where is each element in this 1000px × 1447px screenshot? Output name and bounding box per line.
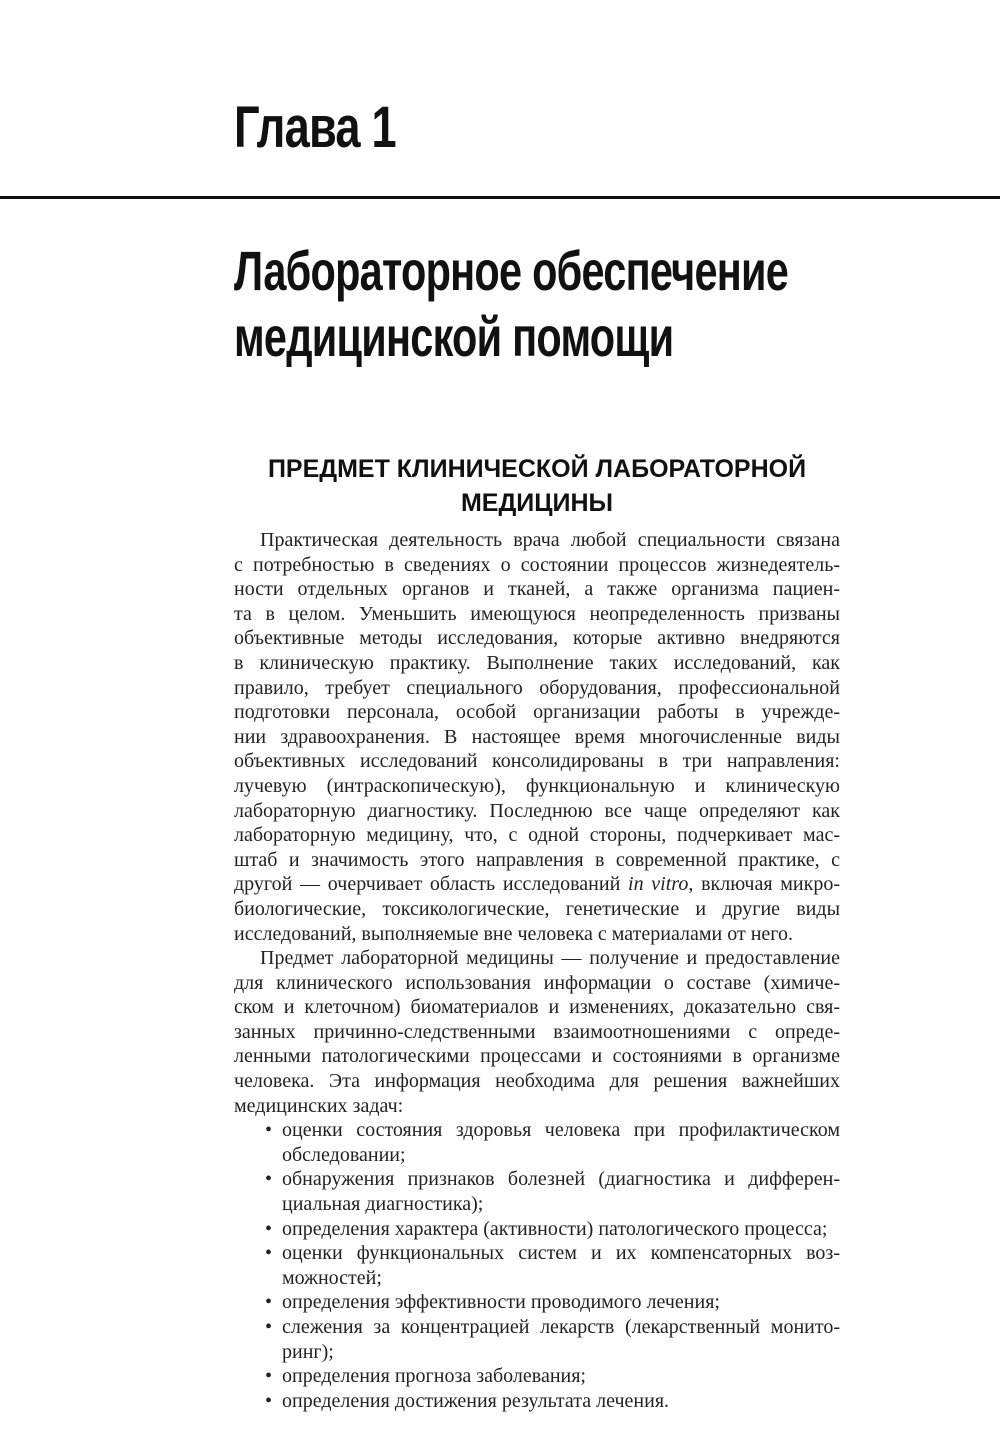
text-line: лабораторную диагностику. Последнюю все чаще определяют как bbox=[234, 799, 840, 822]
text-line bbox=[234, 872, 840, 897]
italic-term: in vitro bbox=[628, 873, 689, 896]
chapter-title-line: медицинской помощи bbox=[234, 305, 674, 368]
text-line: для клинического использования информации о составе (химиче- bbox=[234, 971, 840, 994]
text-line: штаб и значимость этого направления в современной практике, с bbox=[234, 848, 840, 871]
section-title-line: ПРЕДМЕТ КЛИНИЧЕСКОЙ ЛАБОРАТОРНОЙ bbox=[267, 455, 807, 483]
chapter-title bbox=[234, 238, 788, 370]
list-item-text: оценки функциональных систем и их компенсаторных воз- bbox=[282, 1242, 840, 1265]
list-item-text: циальная диагностика); bbox=[282, 1193, 484, 1216]
list-item bbox=[234, 1340, 840, 1365]
list-item bbox=[234, 1143, 840, 1168]
list-item-text: оценки состояния здоровья человека при профилактическом bbox=[282, 1119, 840, 1142]
text-line: с потребностью в сведениях о состоянии процессов жизнедеятель- bbox=[234, 553, 840, 576]
list-item bbox=[234, 1290, 840, 1315]
list-item bbox=[234, 1118, 840, 1143]
text-line: медицинских задач: bbox=[234, 1094, 404, 1117]
list-item bbox=[234, 1364, 840, 1389]
body-text bbox=[234, 528, 840, 1413]
bullet-icon: • bbox=[264, 1217, 272, 1240]
chapter-label: Глава 1 bbox=[234, 95, 396, 160]
text-line: лабораторную медицину, что, с одной стороны, подчеркивает мас- bbox=[234, 824, 840, 847]
list-item bbox=[234, 1389, 840, 1414]
text-fragment: , включая микро- bbox=[688, 873, 840, 896]
list-item-text: слежения за концентрацией лекарств (лекарственный монито- bbox=[282, 1316, 840, 1338]
section-title bbox=[234, 452, 840, 520]
text-line: Предмет лабораторной медицины — получение и предоставление bbox=[260, 947, 840, 970]
text-line: лучевую (интраскопическую), функциональную и клиническую bbox=[234, 774, 840, 797]
list-item-text: ринг); bbox=[282, 1340, 334, 1363]
text-line: ности отдельных органов и тканей, а также организма пациен- bbox=[234, 578, 840, 601]
list-item-text: обнаружения признаков болезней (диагностика и дифферен- bbox=[282, 1168, 840, 1191]
text-line: подготовки персонала, особой организации работы в учрежде- bbox=[234, 701, 840, 724]
list-item-text: определения эффективности проводимого лечения; bbox=[282, 1291, 720, 1314]
text-line: исследований, выполняемые вне человека с материалами от него. bbox=[234, 922, 793, 945]
text-line: та в целом. Уменьшить имеющуюся неопределенность призваны bbox=[234, 602, 840, 625]
text-line: объективные методы исследования, которые активно внедряются bbox=[234, 627, 840, 650]
bullet-icon: • bbox=[264, 1365, 272, 1388]
list-item-text: определения прогноза заболевания; bbox=[282, 1365, 586, 1388]
bullet-icon: • bbox=[264, 1389, 272, 1412]
text-fragment: другой — очерчивает область исследований bbox=[234, 873, 629, 896]
list-item bbox=[234, 1167, 840, 1192]
text-line: нии здравоохранения. В настоящее время многочисленные виды bbox=[234, 725, 840, 748]
bullet-icon: • bbox=[264, 1291, 272, 1314]
chapter-title-line: Лабораторное обеспечение bbox=[234, 239, 789, 302]
section-title-line: МЕДИЦИНЫ bbox=[460, 489, 614, 517]
text-line: правило, требует специального оборудования, профессиональной bbox=[234, 676, 840, 699]
text-line: ленными патологическими процессами и состояниями в организме bbox=[234, 1045, 840, 1068]
text-line: биологические, токсикологические, генетические и другие виды bbox=[234, 897, 840, 920]
paragraph-2 bbox=[234, 946, 840, 1118]
text-line: в клиническую практику. Выполнение таких исследований, как bbox=[234, 651, 840, 674]
paragraph-1 bbox=[234, 528, 840, 946]
list-item bbox=[234, 1241, 840, 1266]
list-item bbox=[234, 1315, 840, 1340]
text-line: объективных исследований консолидированы в три направления: bbox=[234, 750, 840, 773]
bullet-icon: • bbox=[264, 1119, 272, 1142]
list-item-text: определения характера (активности) патологического процесса; bbox=[282, 1217, 828, 1240]
list-item-text: определения достижения результата лечения. bbox=[282, 1389, 670, 1412]
text-line: ском и клеточном) биоматериалов и изменениях, доказательно свя- bbox=[234, 996, 840, 1019]
bullet-icon: • bbox=[264, 1242, 272, 1265]
text-line: Практическая деятельность врача любой специальности связана bbox=[260, 529, 840, 551]
text-line: человека. Эта информация необходима для решения важнейших bbox=[234, 1070, 840, 1093]
list-item bbox=[234, 1266, 840, 1291]
chapter-divider bbox=[0, 196, 1000, 199]
list-item bbox=[234, 1217, 840, 1242]
bullet-icon: • bbox=[264, 1316, 272, 1338]
text-line: занных причинно-следственными взаимоотношениями с опреде- bbox=[234, 1020, 840, 1043]
bullet-icon: • bbox=[264, 1168, 272, 1191]
task-list bbox=[234, 1118, 840, 1413]
list-item-text: обследовании; bbox=[282, 1143, 406, 1166]
list-item-text: можностей; bbox=[282, 1266, 382, 1289]
list-item bbox=[234, 1192, 840, 1217]
